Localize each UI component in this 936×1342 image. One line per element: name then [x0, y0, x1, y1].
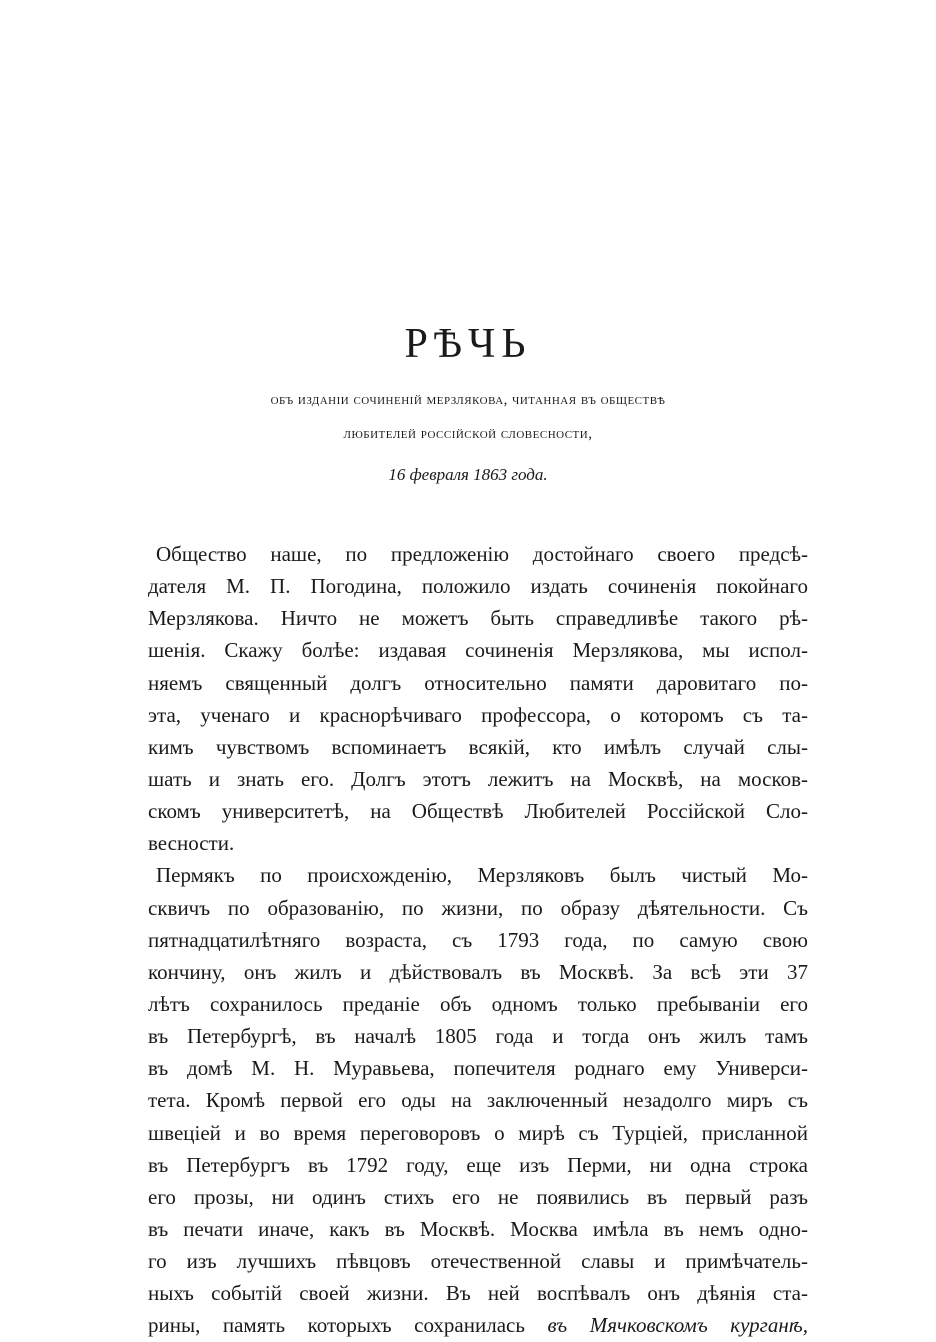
text-line: его прозы, ни одинъ стихъ его не появились въ первый разъ [148, 1184, 808, 1209]
text-line: весности. [148, 831, 235, 856]
text-line: тета. Кромѣ первой его оды на заключенный незадолго миръ съ [148, 1088, 808, 1113]
text-line: пятнадцатилѣтняго возраста, съ 1793 года, по самую свою [148, 927, 808, 952]
text-line: скомъ университетѣ, на Обществѣ Любителей Россійской Сло- [148, 799, 808, 824]
text-line: шать и знать его. Долгъ этотъ лежитъ на Москвѣ, на москов- [148, 766, 808, 791]
text-line: Мерзлякова. Ничто не можетъ быть справедливѣе такого рѣ- [148, 606, 808, 631]
text-line: го изъ лучшихъ пѣвцовъ отечественной славы и примѣчатель- [148, 1249, 808, 1274]
page-title: РѢЧЬ [404, 321, 532, 367]
text-line: лѣтъ сохранилось преданіе объ одномъ только пребываніи его [148, 991, 808, 1016]
text-line: эта, ученаго и краснорѣчиваго профессора, о которомъ съ та- [148, 702, 808, 727]
text-line: швеціей и во время переговоровъ о мирѣ съ Турціей, присланной [148, 1120, 808, 1145]
text-line-last-roman: рины, память которыхъ сохранилась [148, 1313, 525, 1338]
text-line-last [148, 1309, 808, 1341]
text-line: Общество наше, по предложенію достойнаго своего предсѣ- [156, 542, 808, 566]
text-line: сквичъ по образованію, по жизни, по образу дѣятельности. Съ [148, 895, 808, 920]
text-line: въ домѣ М. Н. Муравьева, попечителя роднаго ему Универси- [148, 1056, 808, 1081]
subtitle-line-1: объ изданіи сочиненій мерзлякова, читанная въ обществѣ [270, 392, 666, 408]
text-line: въ Петербургѣ, въ началѣ 1805 года и тогда онъ жилъ тамъ [148, 1024, 808, 1049]
text-line: кимъ чувствомъ вспоминаетъ всякій, кто имѣлъ случай слы- [148, 734, 808, 759]
text-line: няемъ священный долгъ относительно памяти даровитаго по- [148, 670, 808, 695]
text-line: дателя М. П. Погодина, положило издать сочиненія покойнаго [148, 574, 808, 599]
text-line: въ Петербургъ въ 1792 году, еще изъ Перми, ни одна строка [148, 1152, 808, 1177]
text-line: шенія. Скажу болѣе: издавая сочиненія Мерзлякова, мы испол- [148, 638, 808, 663]
text-line: въ печати иначе, какъ въ Москвѣ. Москва имѣла въ немъ одно- [148, 1216, 808, 1241]
text-line-last-italic: въ Мячковскомъ курганѣ, [547, 1313, 808, 1338]
text-line: Пермякъ по происхожденію, Мерзляковъ былъ чистый Мо- [156, 863, 808, 888]
speech-date: 16 февраля 1863 года. [388, 465, 548, 484]
text-line: кончину, онъ жилъ и дѣйствовалъ въ Москвѣ. За всѣ эти 37 [148, 959, 808, 984]
text-line: ныхъ событій своей жизни. Въ ней воспѣвалъ онъ дѣянія ста- [148, 1281, 808, 1306]
body-text [148, 538, 808, 1342]
subtitle-line-2: любителей россійской словесности, [343, 426, 593, 442]
